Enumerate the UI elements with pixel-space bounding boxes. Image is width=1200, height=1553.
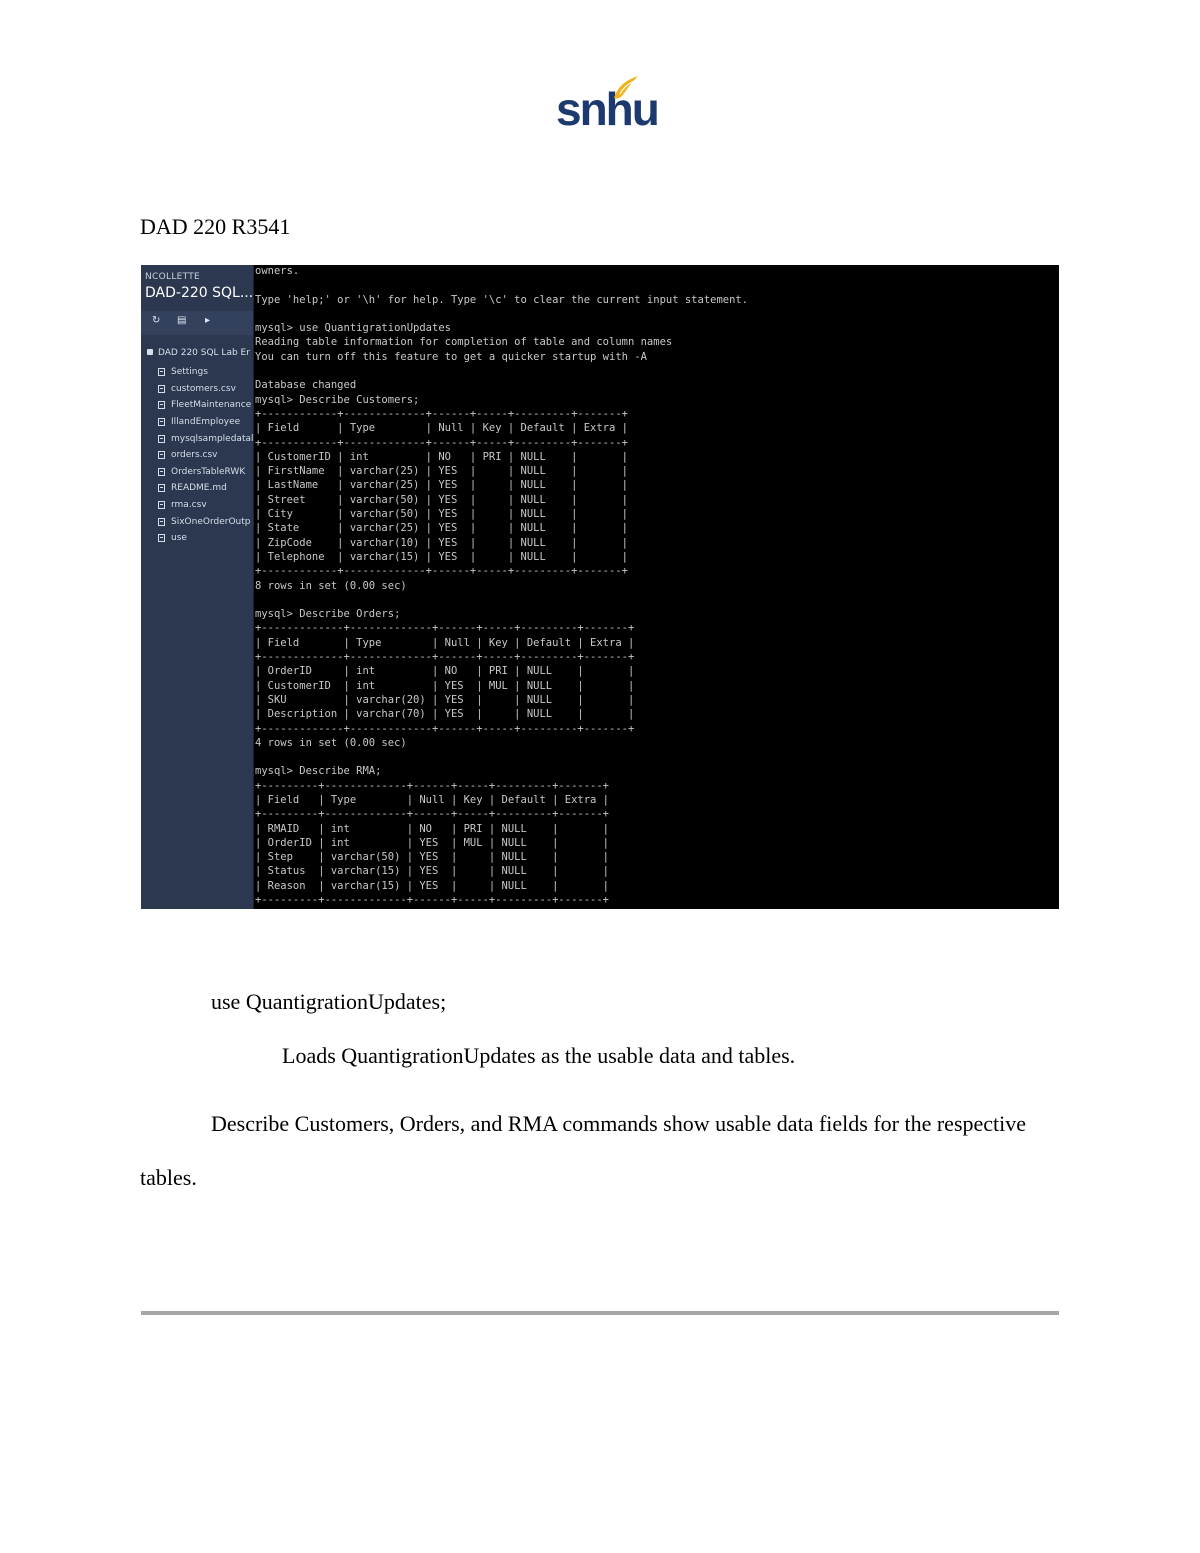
sidebar-toolbar [141,311,253,335]
terminal-line: +-------------+-------------+------+-----+---------+-------+ [255,622,635,635]
file-icon [158,501,165,509]
terminal-line: +-------------+-------------+------+-----+---------+-------+ [255,651,635,664]
terminal-screenshot [141,265,1059,909]
terminal-line: | LastName | varchar(25) | YES | | NULL | | [255,479,628,492]
terminal-line: owners. [255,265,300,277]
sidebar-file-label: rma.csv [171,500,207,511]
terminal-line: +------------+-------------+------+-----+---------+-------+ [255,436,628,449]
terminal-line: | OrderID | int | NO | PRI | NULL | | [255,665,635,678]
file-icon [158,418,165,426]
sidebar-file-label: use [171,533,187,544]
lock-icon [147,349,153,355]
terminal-output[interactable] [255,265,1059,908]
footer-divider [141,1311,1059,1315]
terminal-line: | FirstName | varchar(25) | YES | | NULL | | [255,465,628,478]
terminal-line: +------------+-------------+------+-----+---------+-------+ [255,565,628,578]
terminal-line: mysql> Describe Customers; [255,393,420,406]
file-icon [158,451,165,459]
logo-wordmark: snhu [556,83,658,135]
expand-icon[interactable]: ▸ [205,315,211,326]
collapse-icon[interactable]: ▤ [177,315,187,326]
sidebar-file-item[interactable] [158,513,254,530]
terminal-line: | SKU | varchar(20) | YES | | NULL | | [255,693,635,706]
sidebar-root-folder[interactable] [147,348,250,358]
terminal-line: +-------------+-------------+------+-----+---------+-------+ [255,722,635,735]
root-folder-label: DAD 220 SQL Lab Er [158,348,250,358]
body-line-command: use QuantigrationUpdates; [211,989,447,1014]
sidebar-file-item[interactable] [158,414,254,431]
terminal-line [255,307,1059,321]
sidebar-file-label: README.md [171,483,227,494]
body-paragraph: Describe Customers, Orders, and RMA commands show usable data fields for the respective tables. [140,1111,1027,1190]
flame-icon [610,72,640,102]
terminal-line: | City | varchar(50) | YES | | NULL | | [255,508,628,521]
terminal-line: | Field | Type | Null | Key | Default | Extra | [255,636,635,649]
terminal-line: +---------+-------------+------+-----+---------+-------+ [255,894,610,907]
terminal-line: | ZipCode | varchar(10) | YES | | NULL | | [255,536,628,549]
file-icon [158,385,165,393]
terminal-line: You can turn off this feature to get a quicker startup with -A [255,350,647,363]
terminal-line: +---------+-------------+------+-----+---------+-------+ [255,808,610,821]
terminal-line: | Step | varchar(50) | YES | | NULL | | [255,851,610,864]
terminal-line [255,278,1059,292]
file-icon [158,435,165,443]
terminal-line: | CustomerID | int | YES | MUL | NULL | | [255,679,635,692]
snhu-logo [556,72,658,135]
refresh-icon[interactable]: ↻ [152,315,161,326]
sidebar-file-item[interactable] [158,464,254,481]
terminal-line: | Field | Type | Null | Key | Default | Extra | [255,793,610,806]
sidebar-file-label: SixOneOrderOutp [171,516,251,527]
terminal-line: Reading table information for completion of table and column names [255,336,673,349]
file-icon [158,518,165,526]
file-icon [158,484,165,492]
sidebar-file-item[interactable] [158,430,254,447]
terminal-line: 4 rows in set (0.00 sec) [255,736,407,749]
terminal-line [255,750,1059,764]
sidebar-file-item[interactable] [158,447,254,464]
terminal-line: | OrderID | int | YES | MUL | NULL | | [255,836,610,849]
file-explorer-sidebar [141,265,254,909]
sidebar-file-label: IllandEmployee [171,417,241,428]
terminal-line: 8 rows in set (0.00 sec) [255,579,407,592]
terminal-line: | Reason | varchar(15) | YES | | NULL | | [255,879,610,892]
sidebar-file-label: FleetMaintenance [171,400,252,411]
terminal-line: | State | varchar(25) | YES | | NULL | | [255,522,628,535]
terminal-line: | Field | Type | Null | Key | Default | Extra | [255,422,628,435]
terminal-line: | Street | varchar(50) | YES | | NULL | | [255,493,628,506]
terminal-line [255,364,1059,378]
file-icon [158,401,165,409]
sidebar-file-label: customers.csv [171,383,236,394]
document-title: DAD 220 R3541 [140,214,291,239]
terminal-line: | Status | varchar(15) | YES | | NULL | | [255,865,610,878]
sidebar-file-item[interactable] [158,381,254,398]
terminal-line: mysql> Describe RMA; [255,765,382,778]
terminal-line: +---------+-------------+------+-----+---------+-------+ [255,779,610,792]
sidebar-project-title[interactable]: DAD-220 SQL... [145,285,254,301]
terminal-line: mysql> Describe Orders; [255,608,401,621]
terminal-line: Database changed [255,379,357,392]
sidebar-file-label: Settings [171,367,208,378]
sidebar-file-list [158,364,254,547]
terminal-line: | Description | varchar(70) | YES | | NULL | | [255,708,635,721]
sidebar-file-item[interactable] [158,530,254,547]
sidebar-file-item[interactable] [158,364,254,381]
terminal-line: | RMAID | int | NO | PRI | NULL | | [255,822,610,835]
sidebar-file-label: OrdersTableRWK [171,466,246,477]
terminal-line: | Telephone | varchar(15) | YES | | NULL | | [255,550,628,563]
terminal-line: mysql> use QuantigrationUpdates [255,322,451,335]
file-icon [158,368,165,376]
file-icon [158,534,165,542]
terminal-line: | CustomerID | int | NO | PRI | NULL | | [255,450,628,463]
sidebar-file-item[interactable] [158,497,254,514]
terminal-line: Type 'help;' or '\h' for help. Type '\c' to clear the current input statement. [255,293,749,306]
sidebar-file-item[interactable] [158,480,254,497]
sidebar-file-label: orders.csv [171,450,218,461]
file-icon [158,468,165,476]
sidebar-file-item[interactable] [158,397,254,414]
sidebar-file-label: mysqlsampledatal [171,433,254,444]
terminal-line: +------------+-------------+------+-----+---------+-------+ [255,407,628,420]
body-line-explanation: Loads QuantigrationUpdates as the usable data and tables. [282,1043,796,1068]
sidebar-username: NCOLLETTE [145,272,201,282]
terminal-line [255,593,1059,607]
